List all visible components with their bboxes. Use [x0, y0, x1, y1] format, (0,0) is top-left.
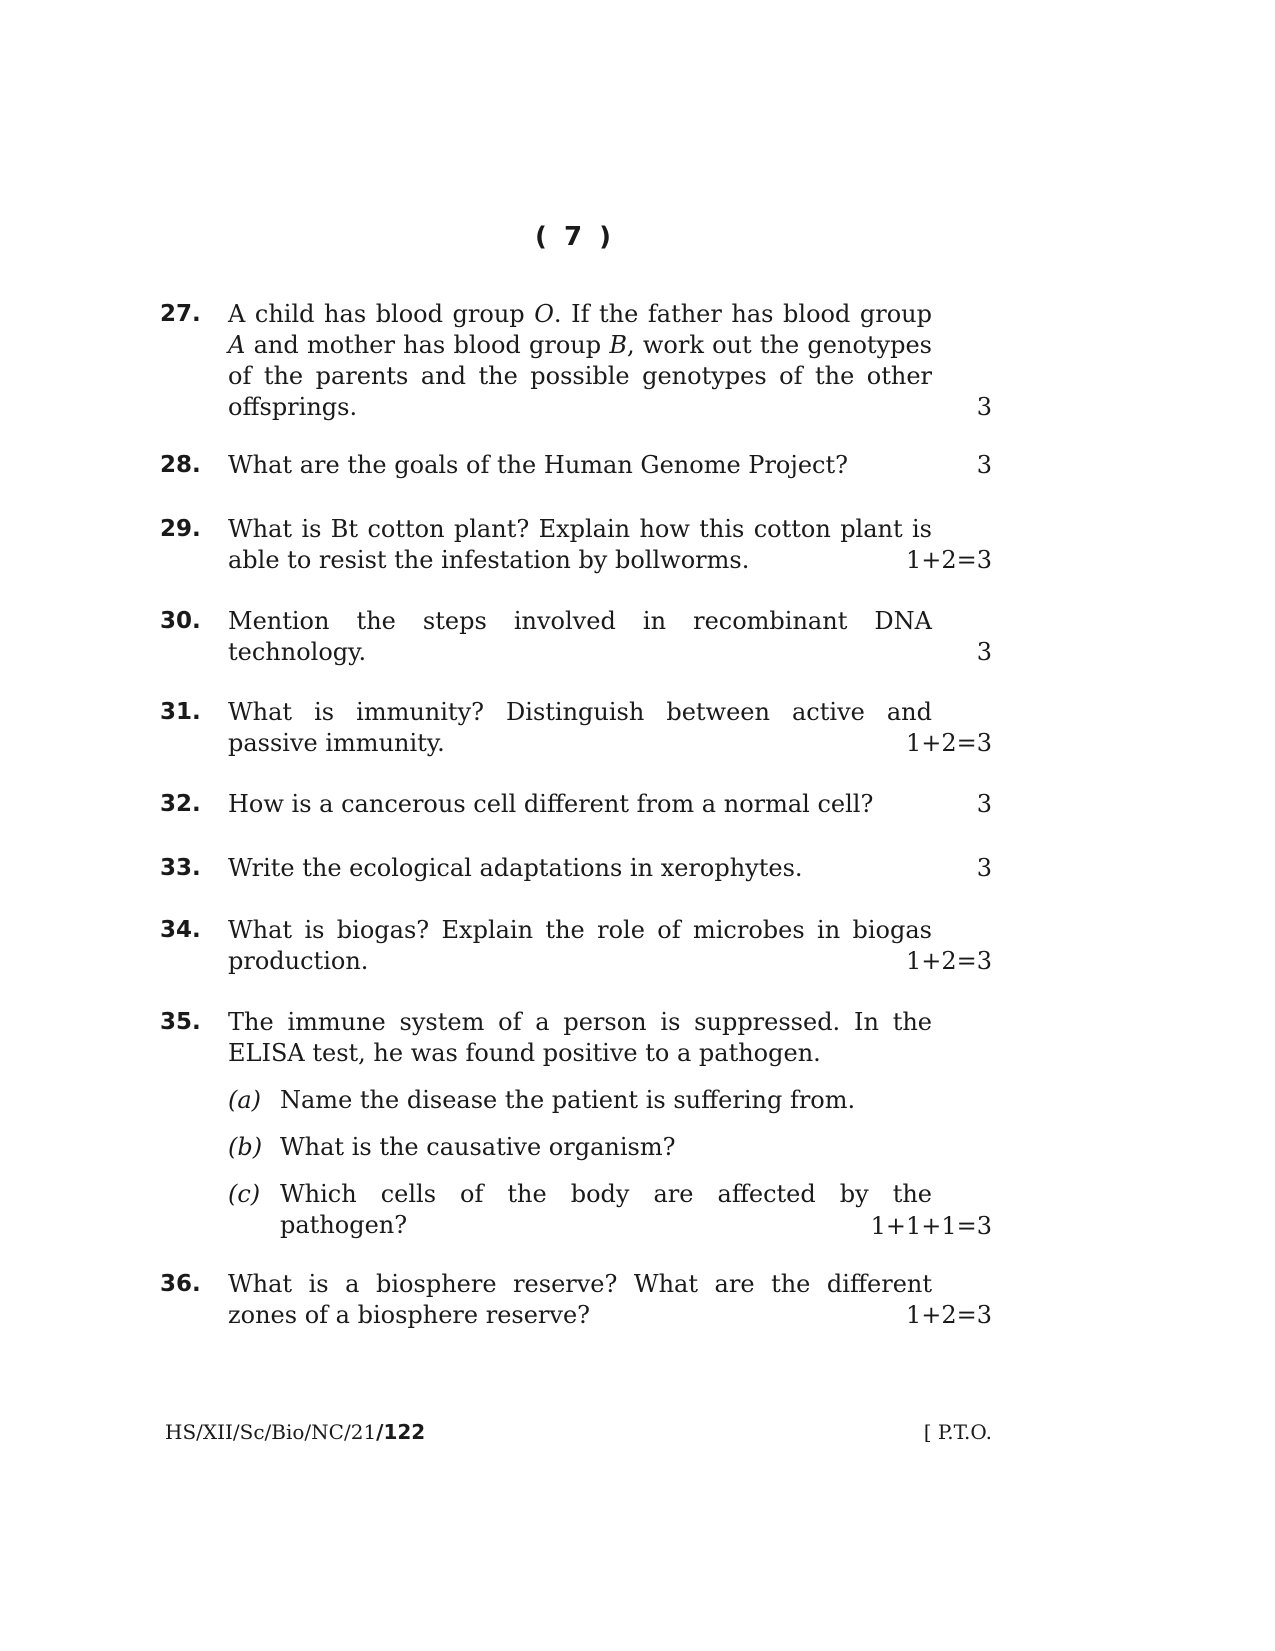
sub-question-text: Name the disease the patient is suffering from.: [280, 1086, 856, 1114]
question-body: [228, 789, 992, 820]
question-35: [160, 1007, 992, 1242]
sub-question-label: (c): [228, 1180, 261, 1208]
paper-code: HS/XII/Sc/Bio/NC/21/122: [165, 1420, 426, 1444]
question-33: [160, 853, 992, 884]
question-body: [228, 299, 992, 423]
question-marks: 1+2=3: [905, 947, 992, 975]
page-number: ( 7 ): [535, 222, 615, 252]
question-body: [228, 450, 992, 481]
question-number: 27.: [160, 301, 201, 327]
sub-question-label: (b): [228, 1133, 263, 1161]
question-number: 36.: [160, 1271, 201, 1297]
question-body: [228, 1269, 992, 1331]
question-27: [160, 299, 992, 423]
question-number: 33.: [160, 855, 201, 881]
question-marks: 3: [976, 854, 992, 882]
question-text: What is Bt cotton plant? Explain how this cotton plant is able to resist the infestation by bollworms.: [228, 515, 932, 574]
sub-question-b: [228, 1132, 932, 1163]
question-marks: 3: [976, 393, 992, 421]
question-text: What are the goals of the Human Genome Project?: [228, 451, 848, 479]
question-number: 34.: [160, 917, 201, 943]
question-body: [228, 514, 992, 576]
question-number: 31.: [160, 699, 201, 725]
question-text: What is a biosphere reserve? What are the different zones of a biosphere reserve?: [228, 1270, 932, 1329]
question-36: [160, 1269, 992, 1331]
sub-question-text: Which cells of the body are affected by the pathogen?: [280, 1180, 932, 1239]
question-text: What is immunity? Distinguish between active and passive immunity.: [228, 698, 932, 757]
question-text: Write the ecological adaptations in xerophytes.: [228, 854, 803, 882]
question-text: What is biogas? Explain the role of microbes in biogas production.: [228, 916, 932, 975]
question-marks: 3: [976, 451, 992, 479]
question-31: [160, 697, 992, 759]
question-marks: 3: [976, 638, 992, 666]
question-number: 35.: [160, 1009, 201, 1035]
question-body: [228, 1007, 992, 1242]
question-number: 28.: [160, 452, 201, 478]
question-body: [228, 697, 992, 759]
question-number: 32.: [160, 791, 201, 817]
question-number: 29.: [160, 516, 201, 542]
question-marks: 1+2=3: [905, 1301, 992, 1329]
question-28: [160, 450, 992, 481]
question-body: [228, 853, 992, 884]
sub-question-label: (a): [228, 1086, 262, 1114]
question-marks: 1+1+1=3: [870, 1212, 992, 1240]
sub-question-c: [228, 1179, 932, 1241]
question-text: How is a cancerous cell different from a normal cell?: [228, 790, 874, 818]
question-29: [160, 514, 992, 576]
question-text: Mention the steps involved in recombinant DNA technology.: [228, 607, 932, 666]
question-number: 30.: [160, 608, 201, 634]
sub-question-a: [228, 1085, 932, 1116]
question-text: The immune system of a person is suppressed. In the ELISA test, he was found positive to a pathogen.: [228, 1008, 932, 1067]
sub-question-text: What is the causative organism?: [280, 1133, 676, 1161]
question-body: [228, 606, 992, 668]
question-marks: 1+2=3: [905, 546, 992, 574]
question-text: A child has blood group O. If the father has blood group A and mother has blood group B, work out the genotypes of the parents and the possible genotypes of the other offsprings.: [228, 300, 932, 421]
question-32: [160, 789, 992, 820]
question-marks: 1+2=3: [905, 729, 992, 757]
question-body: [228, 915, 992, 977]
question-30: [160, 606, 992, 668]
question-marks: 3: [976, 790, 992, 818]
question-34: [160, 915, 992, 977]
pto-marker: [ P.T.O.: [923, 1420, 992, 1444]
